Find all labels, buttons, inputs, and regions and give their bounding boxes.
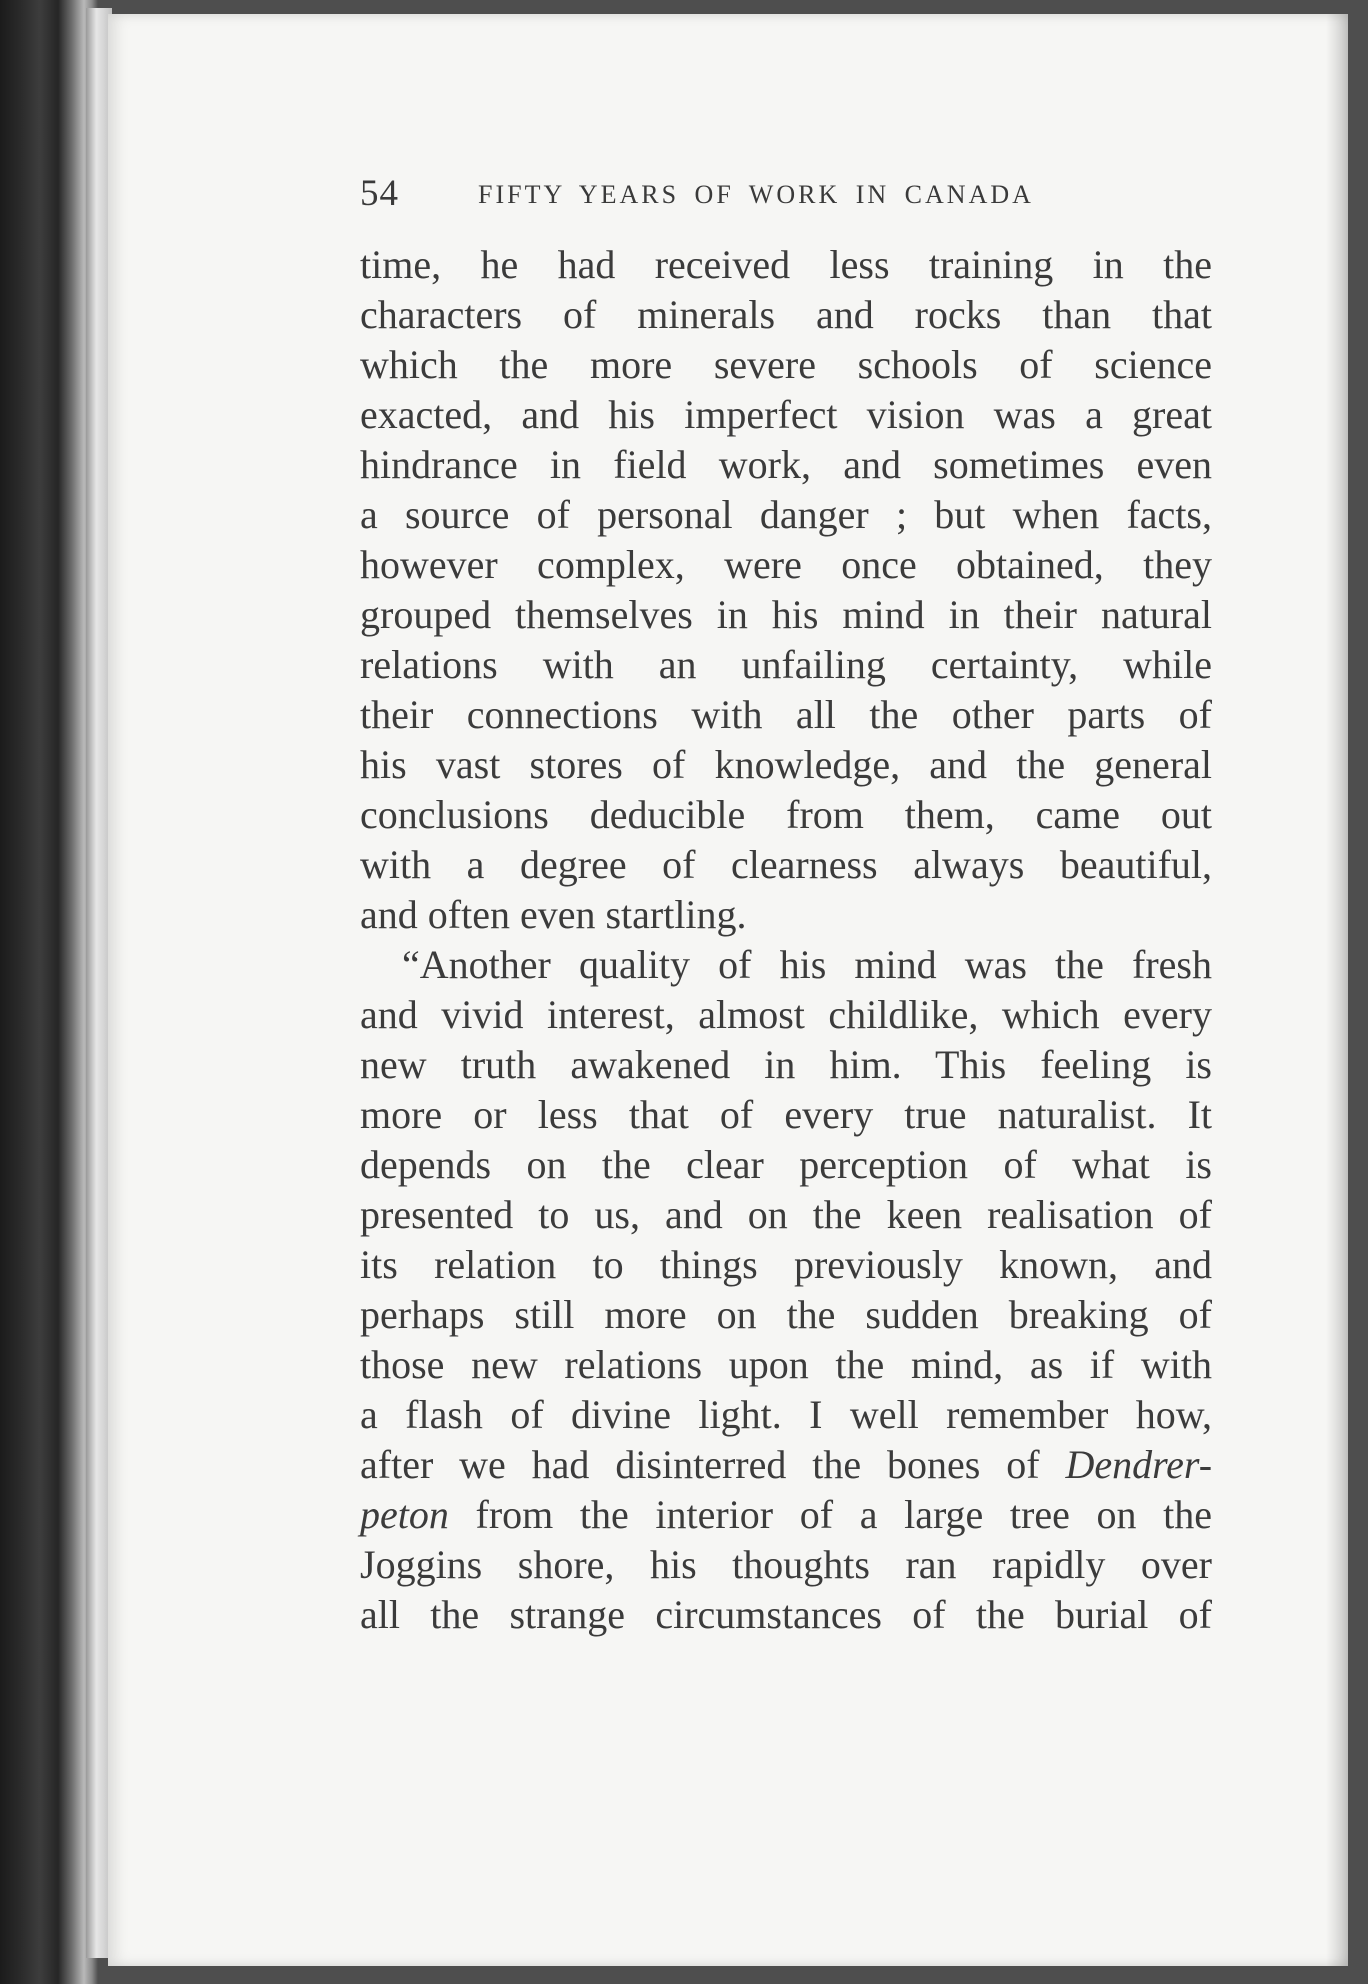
text-line: and vivid interest, almost childlike, which every (360, 992, 1212, 1037)
text-line: “Another quality of his mind was the fresh (402, 942, 1212, 987)
text-line: Joggins shore, his thoughts ran rapidly over (360, 1542, 1212, 1587)
text-line: and often even startling. (360, 892, 747, 937)
text-line: depends on the clear perception of what is (360, 1142, 1212, 1187)
text-line: characters of minerals and rocks than that (360, 292, 1212, 337)
text-line: which the more severe schools of science (360, 342, 1212, 387)
text-line: conclusions deducible from them, came out (360, 792, 1212, 837)
page-shadow (1326, 14, 1348, 1966)
italic-term: Dendrer- (1065, 1442, 1213, 1487)
text-line: his vast stores of knowledge, and the general (360, 742, 1212, 787)
text-line: perhaps still more on the sudden breaking of (360, 1292, 1212, 1337)
text-line: those new relations upon the mind, as if with (360, 1342, 1212, 1387)
body-text (360, 240, 1212, 1640)
text-line: however complex, were once obtained, they (360, 542, 1212, 587)
page-number: 54 (360, 173, 399, 214)
text-line: more or less that of every true naturalist. It (360, 1092, 1212, 1137)
text-line: with a degree of clearness always beautiful, (360, 842, 1212, 887)
text-line: exacted, and his imperfect vision was a great (360, 392, 1212, 437)
running-head: FIFTY YEARS OF WORK IN CANADA (478, 180, 1034, 209)
text-line: presented to us, and on the keen realisation of (360, 1192, 1212, 1237)
text-line: all the strange circumstances of the burial of (360, 1592, 1212, 1637)
italic-term: peton (360, 1492, 449, 1537)
text-line: hindrance in field work, and sometimes even (360, 442, 1212, 487)
text-line: its relation to things previously known, and (360, 1242, 1212, 1287)
text-line: time, he had received less training in the (360, 242, 1212, 287)
page-header (360, 172, 1210, 222)
text-line: their connections with all the other parts of (360, 692, 1212, 737)
text-line: a source of personal danger ; but when facts, (360, 492, 1212, 537)
text-line: peton from the interior of a large tree on the (360, 1492, 1213, 1537)
text-line: relations with an unfailing certainty, while (360, 642, 1212, 687)
text-line: new truth awakened in him. This feeling is (360, 1042, 1212, 1087)
text-line: after we had disinterred the bones of Dendrer- (360, 1442, 1213, 1487)
text-line: a flash of divine light. I well remember how, (360, 1392, 1212, 1437)
text-line: grouped themselves in his mind in their natural (360, 592, 1212, 637)
